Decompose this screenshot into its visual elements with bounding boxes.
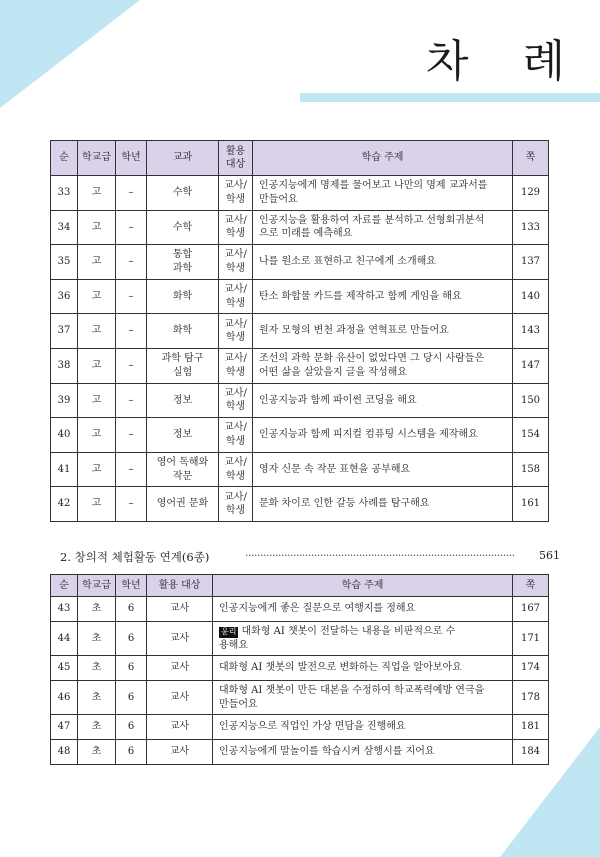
header-cell: 활용 대상 — [219, 141, 253, 176]
subject-cell: 화학 — [147, 314, 219, 349]
learning-topic-cell — [213, 656, 513, 681]
school-level-cell: 초 — [78, 715, 116, 740]
row-number-cell: 38 — [51, 348, 78, 383]
grade-cell: – — [116, 314, 147, 349]
row-number-cell: 34 — [51, 210, 78, 245]
table-row — [51, 418, 549, 453]
subject-cell: 화학 — [147, 279, 219, 314]
learning-topic-cell: 원자 모형의 변천 과정을 연혁표로 만들어요 — [253, 314, 513, 349]
learning-topic-cell — [213, 622, 513, 656]
subject-cell: 과학 탐구 실험 — [147, 348, 219, 383]
contents-table-1 — [50, 140, 549, 522]
page-number-cell: 161 — [513, 487, 549, 522]
page-number-cell: 167 — [513, 597, 549, 622]
grade-cell: – — [116, 210, 147, 245]
school-level-cell: 고 — [78, 487, 116, 522]
school-level-cell: 고 — [78, 314, 116, 349]
page-number-cell: 129 — [513, 176, 549, 211]
header-cell: 활용 대상 — [147, 575, 213, 597]
target-user-cell: 교사/ 학생 — [219, 487, 253, 522]
school-level-cell: 고 — [78, 245, 116, 280]
header-cell: 학년 — [116, 141, 147, 176]
table-header-row — [51, 141, 549, 176]
table-row — [51, 740, 549, 765]
target-user-cell: 교사/ 학생 — [219, 210, 253, 245]
target-user-cell: 교사/ 학생 — [219, 245, 253, 280]
learning-topic-cell: 조선의 과학 문화 유산이 없었다면 그 당시 사람들은 어떤 삶을 살았을지 글을 작성해요 — [253, 348, 513, 383]
header-cell: 학교급 — [78, 141, 116, 176]
grade-cell: – — [116, 245, 147, 280]
header-cell: 쪽 — [513, 141, 549, 176]
row-number-cell: 42 — [51, 487, 78, 522]
learning-topic-text: 대화형 AI 챗봇이 만든 대본을 수정하여 학교폭력예방 연극을 만들어요 — [219, 685, 485, 710]
learning-topic-text: 대화형 AI 챗봇의 발전으로 변화하는 직업을 알아보아요 — [219, 662, 462, 674]
learning-topic-cell — [213, 597, 513, 622]
table-header-row — [51, 575, 549, 597]
page-number-cell: 140 — [513, 279, 549, 314]
school-level-cell: 초 — [78, 681, 116, 715]
subject-cell: 통합 과학 — [147, 245, 219, 280]
grade-cell: 6 — [116, 656, 147, 681]
learning-topic-cell: 인공지능과 함께 파이썬 코딩을 해요 — [253, 383, 513, 418]
school-level-cell: 초 — [78, 656, 116, 681]
school-level-cell: 고 — [78, 176, 116, 211]
contents-table-2 — [50, 574, 549, 765]
target-user-cell: 교사 — [147, 715, 213, 740]
table-row — [51, 452, 549, 487]
section-leader-dots: ·························································································· — [245, 549, 515, 562]
school-level-cell: 고 — [78, 418, 116, 453]
learning-topic-cell: 탄소 화합물 카드를 제작하고 함께 게임을 해요 — [253, 279, 513, 314]
grade-cell: – — [116, 418, 147, 453]
table-row — [51, 210, 549, 245]
table-row — [51, 348, 549, 383]
target-user-cell: 교사 — [147, 740, 213, 765]
target-user-cell: 교사/ 학생 — [219, 279, 253, 314]
learning-topic-text: 대화형 AI 챗봇이 전달하는 내용을 비판적으로 수 용해요 — [219, 626, 456, 651]
learning-topic-cell: 인공지능을 활용하여 자료를 분석하고 선형회귀분석 으로 미래를 예측해요 — [253, 210, 513, 245]
page-number-cell: 174 — [513, 656, 549, 681]
table-row — [51, 487, 549, 522]
header-cell: 학년 — [116, 575, 147, 597]
subject-cell: 정보 — [147, 383, 219, 418]
row-number-cell: 48 — [51, 740, 78, 765]
learning-topic-cell — [213, 681, 513, 715]
page-title: 차 례 — [426, 36, 585, 87]
target-user-cell: 교사 — [147, 656, 213, 681]
target-user-cell: 교사/ 학생 — [219, 314, 253, 349]
target-user-cell: 교사/ 학생 — [219, 383, 253, 418]
subject-cell: 영어권 문화 — [147, 487, 219, 522]
table-row — [51, 715, 549, 740]
grade-cell: – — [116, 279, 147, 314]
grade-cell: 6 — [116, 715, 147, 740]
table-row — [51, 597, 549, 622]
learning-topic-cell: 인공지능에게 명제를 물어보고 나만의 명제 교과서를 만들어요 — [253, 176, 513, 211]
grade-cell: 6 — [116, 622, 147, 656]
page-number-cell: 133 — [513, 210, 549, 245]
header-cell: 교과 — [147, 141, 219, 176]
row-number-cell: 47 — [51, 715, 78, 740]
grade-cell: 6 — [116, 740, 147, 765]
page-number-cell: 171 — [513, 622, 549, 656]
target-user-cell: 교사/ 학생 — [219, 418, 253, 453]
table-row — [51, 245, 549, 280]
page-number-cell: 143 — [513, 314, 549, 349]
learning-topic-cell — [213, 715, 513, 740]
row-number-cell: 36 — [51, 279, 78, 314]
row-number-cell: 45 — [51, 656, 78, 681]
subject-cell: 영어 독해와 작문 — [147, 452, 219, 487]
school-level-cell: 고 — [78, 279, 116, 314]
learning-topic-cell: 인공지능과 함께 피지컬 컴퓨팅 시스템을 제작해요 — [253, 418, 513, 453]
row-number-cell: 39 — [51, 383, 78, 418]
table-row — [51, 279, 549, 314]
school-level-cell: 초 — [78, 597, 116, 622]
grade-cell: – — [116, 452, 147, 487]
learning-topic-cell: 영자 신문 속 작문 표현을 공부해요 — [253, 452, 513, 487]
table-row — [51, 176, 549, 211]
learning-topic-cell: 문화 차이로 인한 갈등 사례를 탐구해요 — [253, 487, 513, 522]
school-level-cell: 고 — [78, 348, 116, 383]
grade-cell: – — [116, 383, 147, 418]
target-user-cell: 교사/ 학생 — [219, 348, 253, 383]
table-row — [51, 383, 549, 418]
learning-topic-text: 인공지능에게 말놀이를 학습시켜 삼행시를 지어요 — [219, 746, 435, 758]
row-number-cell: 41 — [51, 452, 78, 487]
target-user-cell: 교사/ 학생 — [219, 452, 253, 487]
target-user-cell: 교사 — [147, 681, 213, 715]
header-cell: 학교급 — [78, 575, 116, 597]
target-user-cell: 교사 — [147, 622, 213, 656]
header-cell: 순 — [51, 575, 78, 597]
school-level-cell: 고 — [78, 452, 116, 487]
page-number-cell: 154 — [513, 418, 549, 453]
row-number-cell: 46 — [51, 681, 78, 715]
grade-cell: – — [116, 176, 147, 211]
page-number-cell: 184 — [513, 740, 549, 765]
page-number-cell: 181 — [513, 715, 549, 740]
school-level-cell: 초 — [78, 622, 116, 656]
page-number-cell: 147 — [513, 348, 549, 383]
row-number-cell: 43 — [51, 597, 78, 622]
header-cell: 학습 주제 — [213, 575, 513, 597]
ethics-tag-badge: 윤리 — [221, 627, 237, 636]
section-page-number: 561 — [539, 549, 560, 562]
learning-topic-text: 인공지능으로 직업인 가상 면담을 진행해요 — [219, 721, 406, 733]
header-cell: 학습 주제 — [253, 141, 513, 176]
learning-topic-text: 인공지능에게 좋은 질문으로 여행지를 정해요 — [219, 603, 416, 615]
row-number-cell: 33 — [51, 176, 78, 211]
grade-cell: 6 — [116, 597, 147, 622]
section-heading: 2. 창의적 체험활동 연계(6종) — [60, 550, 210, 564]
target-user-cell: 교사 — [147, 597, 213, 622]
page-number-cell: 150 — [513, 383, 549, 418]
row-number-cell: 40 — [51, 418, 78, 453]
row-number-cell: 35 — [51, 245, 78, 280]
learning-topic-cell — [213, 740, 513, 765]
top-left-decoration — [0, 0, 140, 110]
learning-topic-cell: 나를 원소로 표현하고 친구에게 소개해요 — [253, 245, 513, 280]
row-number-cell: 37 — [51, 314, 78, 349]
grade-cell: – — [116, 348, 147, 383]
school-level-cell: 고 — [78, 383, 116, 418]
page-number-cell: 158 — [513, 452, 549, 487]
grade-cell: – — [116, 487, 147, 522]
subject-cell: 수학 — [147, 176, 219, 211]
school-level-cell: 초 — [78, 740, 116, 765]
school-level-cell: 고 — [78, 210, 116, 245]
table-row — [51, 314, 549, 349]
title-underline-bar — [300, 93, 600, 102]
page-number-cell: 137 — [513, 245, 549, 280]
row-number-cell: 44 — [51, 622, 78, 656]
table-row — [51, 681, 549, 715]
table-row — [51, 622, 549, 656]
target-user-cell: 교사/ 학생 — [219, 176, 253, 211]
page-number-cell: 178 — [513, 681, 549, 715]
header-cell: 쪽 — [513, 575, 549, 597]
header-cell: 순 — [51, 141, 78, 176]
grade-cell: 6 — [116, 681, 147, 715]
table-row — [51, 656, 549, 681]
subject-cell: 정보 — [147, 418, 219, 453]
subject-cell: 수학 — [147, 210, 219, 245]
